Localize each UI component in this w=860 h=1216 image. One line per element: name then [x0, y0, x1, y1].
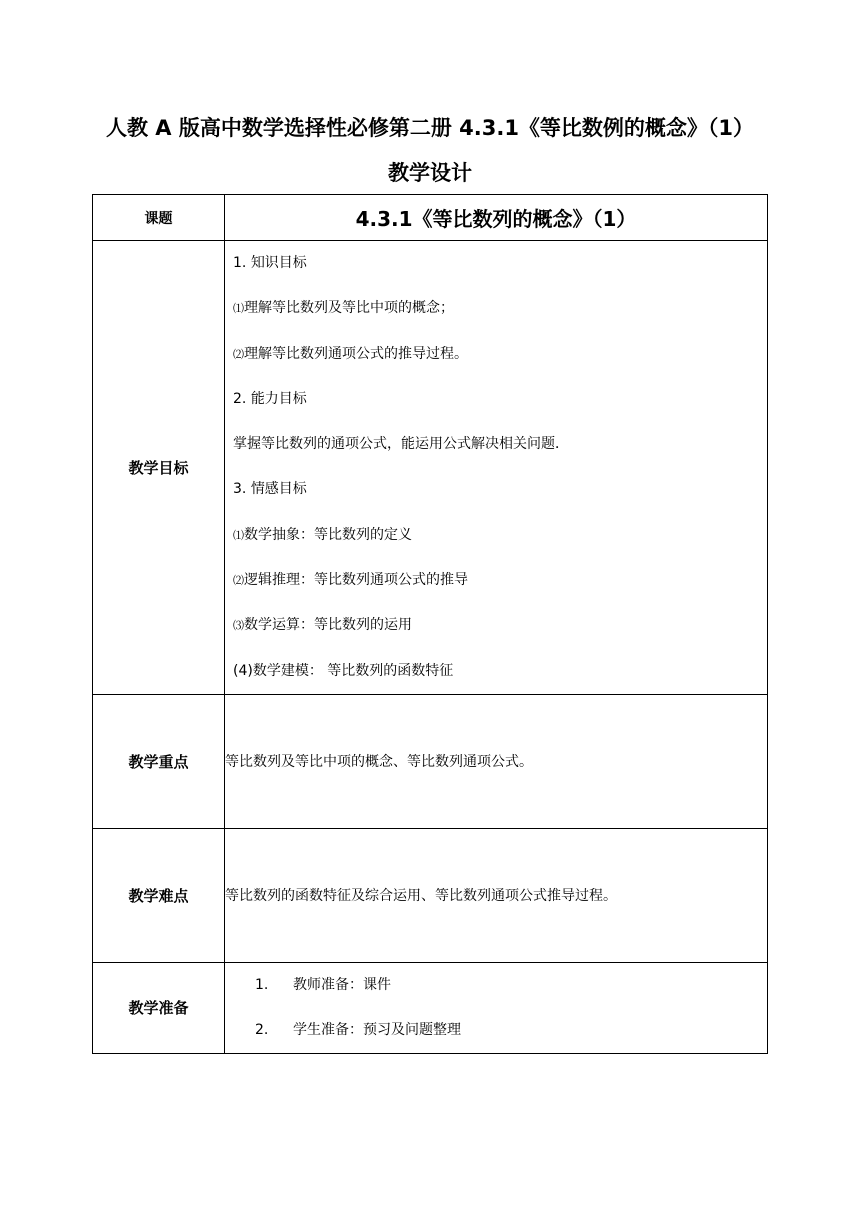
document-title: 人教 A 版高中数学选择性必修第二册 4.3.1《等比数例的概念》（1）: [105, 116, 755, 140]
key-points-text: 等比数列及等比中项的概念、等比数列通项公式。: [225, 694, 768, 828]
goal-text: 数学抽象：等比数列的定义: [244, 526, 412, 543]
goal-number: (4): [233, 662, 253, 679]
preparation-row: [93, 962, 768, 1053]
preparation-item: [225, 1008, 767, 1053]
goal-number: 3.: [233, 481, 247, 498]
subject-value: 4.3.1《等比数列的概念》（1）: [225, 195, 768, 241]
goal-number: 1.: [233, 255, 247, 271]
goal-number: 2.: [233, 390, 247, 407]
goals-list: [225, 241, 767, 694]
key-points-row: [93, 694, 768, 828]
lesson-design-table: [92, 194, 768, 1054]
goals-label: 教学目标: [93, 241, 225, 695]
goals-content: [225, 241, 768, 695]
goal-line: [233, 422, 759, 467]
preparation-text: 学生准备：预习及问题整理: [293, 1021, 461, 1038]
goal-line: [233, 286, 759, 331]
preparation-item: [225, 963, 767, 1008]
difficulties-text: 等比数列的函数特征及综合运用、等比数列通项公式推导过程。: [225, 828, 768, 962]
goal-number: ⑵: [233, 574, 244, 588]
document-subtitle: 教学设计: [388, 161, 472, 185]
subject-label: 课题: [93, 195, 225, 241]
preparation-text: 教师准备：课件: [293, 976, 391, 993]
goal-line: [233, 603, 759, 648]
difficulties-label: 教学难点: [93, 828, 225, 962]
goal-number: ⑴: [233, 302, 244, 316]
goal-line: [233, 558, 759, 603]
goal-line: [233, 332, 759, 377]
goal-text: 能力目标: [250, 390, 307, 407]
goal-number: ⑵: [233, 347, 244, 361]
goal-text: 掌握等比数列的通项公式，能运用公式解决相关问题．: [233, 436, 569, 453]
goal-text: 情感目标: [250, 481, 307, 498]
goals-row: [93, 241, 768, 695]
goal-line: [233, 513, 759, 558]
goal-line: [233, 649, 759, 694]
goal-text: 数学运算：等比数列的运用: [244, 617, 412, 634]
goal-line-ability: [233, 377, 759, 422]
goal-text: 数学建模： 等比数列的函数特征: [252, 662, 454, 679]
difficulties-row: [93, 828, 768, 962]
preparation-number: 2.: [255, 1021, 269, 1038]
key-points-label: 教学重点: [93, 694, 225, 828]
goal-line-knowledge: [233, 241, 759, 286]
preparation-number: 1.: [255, 976, 269, 993]
preparation-list: [225, 962, 768, 1053]
goal-text: 理解等比数列通项公式的推导过程。: [244, 345, 468, 362]
preparation-label: 教学准备: [93, 962, 225, 1053]
goal-number: ⑴: [233, 528, 244, 542]
goal-text: 理解等比数列及等比中项的概念；: [244, 300, 454, 317]
goal-text: 知识目标: [250, 255, 307, 271]
goal-line-emotion: [233, 467, 759, 512]
goal-text: 逻辑推理：等比数列通项公式的推导: [244, 572, 468, 589]
goal-number: ⑶: [233, 619, 244, 633]
subject-row: [93, 195, 768, 241]
